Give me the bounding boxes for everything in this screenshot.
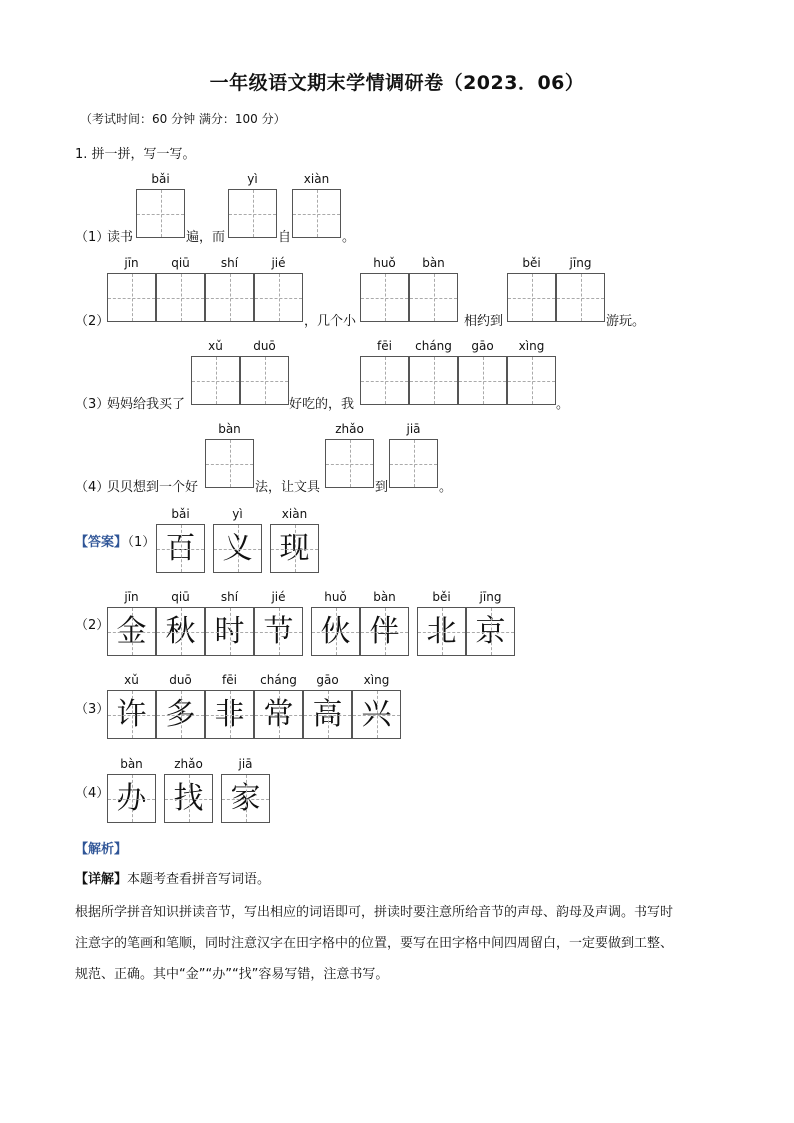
analysis-label: 【解析】	[75, 842, 128, 857]
pinyin: zhǎo	[174, 757, 203, 771]
pinyin: xǔ	[124, 673, 139, 687]
writing-box[interactable]	[409, 273, 458, 322]
answer-char-box: 高	[303, 690, 352, 739]
pinyin: cháng	[260, 673, 297, 687]
pinyin: bàn	[373, 590, 396, 604]
pinyin: cháng	[415, 339, 452, 353]
pinyin: yì	[232, 507, 243, 521]
page-title: 一年级语文期末学情调研卷（2023．06）	[209, 72, 585, 94]
pinyin: gāo	[316, 673, 339, 687]
item-text: 法，让文具	[255, 480, 321, 495]
pinyin: bǎi	[151, 172, 170, 186]
writing-box[interactable]	[389, 439, 438, 488]
analysis-paragraph-line: 规范、正确。其中“金”“办”“找”容易写错，注意书写。	[75, 967, 389, 982]
item-number: （3）	[75, 397, 110, 412]
pinyin: qiū	[171, 590, 190, 604]
pinyin: jīng	[569, 256, 592, 270]
writing-box[interactable]	[409, 356, 458, 405]
pinyin: fēi	[222, 673, 237, 687]
item-number: （4）	[75, 480, 110, 495]
item-text: 好吃的，我	[289, 397, 355, 412]
answer-char-box: 秋	[156, 607, 205, 656]
item-number: （2）	[75, 618, 110, 633]
writing-box[interactable]	[205, 273, 254, 322]
item-text: 遍，而	[186, 230, 226, 245]
item-text: 读书	[107, 230, 134, 245]
answer-char-box: 北	[417, 607, 466, 656]
item-text: 。	[556, 397, 570, 412]
detail-label: 【详解】	[75, 872, 128, 887]
item-number: （4）	[75, 786, 110, 801]
answer-char-box: 节	[254, 607, 303, 656]
answer-char-box: 多	[156, 690, 205, 739]
answer-char-box: 金	[107, 607, 156, 656]
answer-char-box: 时	[205, 607, 254, 656]
analysis-paragraph-line: 根据所学拼音知识拼读音节，写出相应的词语即可，拼读时要注意所给音节的声母、韵母及声调。书写时	[75, 905, 674, 920]
pinyin: gāo	[471, 339, 494, 353]
answer-char-box: 伙	[311, 607, 360, 656]
answer-char-box: 京	[466, 607, 515, 656]
writing-box[interactable]	[507, 273, 556, 322]
writing-box[interactable]	[325, 439, 374, 488]
pinyin: jīn	[124, 256, 139, 270]
item-text: 贝贝想到一个好	[107, 480, 199, 495]
writing-box[interactable]	[292, 189, 341, 238]
pinyin: xiàn	[281, 507, 308, 521]
pinyin: qiū	[171, 256, 190, 270]
item-text: 。	[342, 230, 356, 245]
pinyin: huǒ	[324, 590, 347, 604]
answer-char-box: 义	[213, 524, 262, 573]
writing-box[interactable]	[240, 356, 289, 405]
pinyin: fēi	[377, 339, 392, 353]
item-text: 游玩。	[606, 314, 646, 329]
analysis-paragraph-line: 注意字的笔画和笔顺，同时注意汉字在田字格中的位置，要写在田字格中间四周留白，一定要做到工整、	[75, 936, 674, 951]
pinyin: jīng	[479, 590, 502, 604]
writing-box[interactable]	[458, 356, 507, 405]
pinyin: xiàn	[303, 172, 330, 186]
answer-char-box: 办	[107, 774, 156, 823]
pinyin: jié	[271, 590, 286, 604]
answer-char-box: 家	[221, 774, 270, 823]
pinyin: bàn	[120, 757, 143, 771]
item-number: （3）	[75, 702, 110, 717]
item-text: 相约到	[464, 314, 504, 329]
pinyin: bǎi	[171, 507, 190, 521]
pinyin: bàn	[422, 256, 445, 270]
answer-char-box: 现	[270, 524, 319, 573]
answer-label: 【答案】	[75, 535, 128, 550]
pinyin: zhǎo	[335, 422, 364, 436]
item-number: （1）	[75, 230, 110, 245]
detail-text: 本题考查看拼音写词语。	[127, 872, 271, 887]
pinyin: bàn	[218, 422, 241, 436]
writing-box[interactable]	[136, 189, 185, 238]
item-text: ，几个小	[304, 314, 357, 329]
answer-char-box: 兴	[352, 690, 401, 739]
pinyin: jīn	[124, 590, 139, 604]
item-text: 。	[439, 480, 453, 495]
writing-box[interactable]	[360, 356, 409, 405]
item-text: 到	[375, 480, 389, 495]
writing-box[interactable]	[205, 439, 254, 488]
pinyin: jiā	[238, 757, 253, 771]
exam-info: （考试时间：60 分钟 满分：100 分）	[80, 112, 286, 126]
item-text: 自	[278, 230, 292, 245]
question-heading: 1. 拼一拼，写一写。	[75, 147, 196, 162]
pinyin: duō	[253, 339, 276, 353]
writing-box[interactable]	[360, 273, 409, 322]
writing-box[interactable]	[228, 189, 277, 238]
pinyin: yì	[247, 172, 258, 186]
item-number: （1）	[121, 535, 156, 550]
pinyin: shí	[220, 256, 239, 270]
pinyin: běi	[522, 256, 541, 270]
pinyin: běi	[432, 590, 451, 604]
answer-char-box: 常	[254, 690, 303, 739]
pinyin: duō	[169, 673, 192, 687]
pinyin: jiā	[406, 422, 421, 436]
writing-box[interactable]	[156, 273, 205, 322]
item-number: （2）	[75, 314, 110, 329]
pinyin: xìng	[518, 339, 545, 353]
answer-char-box: 找	[164, 774, 213, 823]
detail-line	[75, 868, 270, 887]
writing-box[interactable]	[107, 273, 156, 322]
writing-box[interactable]	[556, 273, 605, 322]
answer-char-box: 许	[107, 690, 156, 739]
item-text: 妈妈给我买了	[107, 397, 186, 412]
answer-char-box: 非	[205, 690, 254, 739]
answer-char-box: 百	[156, 524, 205, 573]
pinyin: shí	[220, 590, 239, 604]
answer-char-box: 伴	[360, 607, 409, 656]
writing-box[interactable]	[191, 356, 240, 405]
pinyin: xìng	[363, 673, 390, 687]
pinyin: xǔ	[208, 339, 223, 353]
pinyin: huǒ	[373, 256, 396, 270]
writing-box[interactable]	[254, 273, 303, 322]
writing-box[interactable]	[507, 356, 556, 405]
pinyin: jié	[271, 256, 286, 270]
